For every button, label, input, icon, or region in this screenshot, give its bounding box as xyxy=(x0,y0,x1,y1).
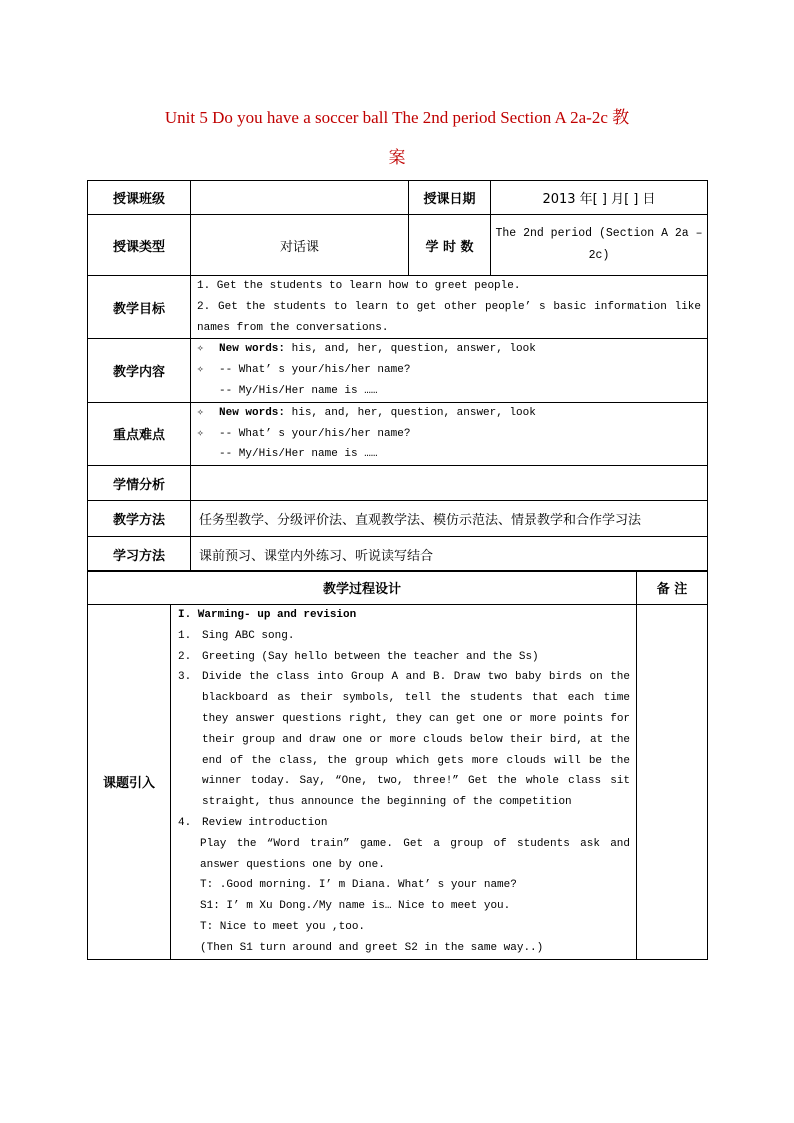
learning-value: 课前预习、课堂内外练习、听说读写结合 xyxy=(191,537,708,572)
type-label: 授课类型 xyxy=(88,215,191,276)
key-points-label: 重点难点 xyxy=(88,402,191,465)
process-body-row xyxy=(88,605,708,960)
dialogue-line: S1: I’ m Xu Dong./My name is… Nice to meet you. xyxy=(200,900,511,913)
dialogue-line: T: .Good morning. I’ m Diana. What’ s your name? xyxy=(200,879,517,892)
lesson-info-table xyxy=(87,180,708,572)
goals-value xyxy=(191,276,708,339)
process-step-2: 2. Greeting (Say hello between the teacher and the Ss) xyxy=(178,650,539,663)
content-line-3 xyxy=(197,381,701,402)
content-value xyxy=(191,339,708,402)
content-line-2 xyxy=(197,360,701,381)
row-goals xyxy=(88,276,708,339)
process-step-4: 4. Review introduction xyxy=(178,816,328,829)
analysis-label: 学情分析 xyxy=(88,466,191,501)
methods-label: 教学方法 xyxy=(88,501,191,537)
star-bullet-icon: ✧ xyxy=(197,364,204,377)
row-class-date xyxy=(88,181,708,215)
dialog-question: -- What’ s your/his/her name? xyxy=(219,364,411,377)
hours-value-line2: 2c) xyxy=(588,249,610,262)
star-bullet-icon: ✧ xyxy=(197,406,204,419)
document-title-line2: 案 xyxy=(388,148,406,167)
process-header: 教学过程设计 xyxy=(88,571,637,605)
process-step-1: 1. Sing ABC song. xyxy=(178,629,295,642)
sample-dialogue xyxy=(178,875,630,958)
process-step-3: 3. Divide the class into Group A and B. Draw two baby birds on the blackboard as their symbols, tell the students that each time they answer questions right, they can get one or more points for their group and draw one or more clouds below their bird, at the end of the class, the group which gets more clouds will be the winner today. Say, “One, two, three!” Get the whole class sit straight, thus announce the beginning of the competition xyxy=(178,671,631,809)
row-type-hours xyxy=(88,215,708,276)
row-analysis xyxy=(88,466,708,501)
content-label: 教学内容 xyxy=(88,339,191,402)
methods-value: 任务型教学、分级评价法、直观教学法、模仿示范法、情景教学和合作学习法 xyxy=(191,501,708,537)
document-title-line1: Unit 5 Do you have a soccer ball The 2nd period Section A 2a-2c 教 xyxy=(164,108,630,127)
process-table xyxy=(87,570,708,960)
new-words-label: New words: xyxy=(219,343,286,356)
row-methods xyxy=(88,501,708,537)
analysis-value xyxy=(191,466,708,501)
type-value: 对话课 xyxy=(191,215,409,276)
star-bullet-icon: ✧ xyxy=(197,343,204,356)
process-heading: I. Warming- up and revision xyxy=(178,609,357,621)
class-label: 授课班级 xyxy=(88,181,191,215)
date-value: 2013 年[ ] 月[ ] 日 xyxy=(491,181,708,215)
dialog-question: -- What’ s your/his/her name? xyxy=(219,427,411,440)
new-words-list: his, and, her, question, answer, look xyxy=(285,343,536,356)
dialogue-line: (Then S1 turn around and greet S2 in the same way..) xyxy=(200,941,544,954)
notes-header: 备 注 xyxy=(637,571,708,605)
goal-item-2: 2. Get the students to learn to get other people’ s basic information like names from the conversations. xyxy=(197,300,701,334)
date-label: 授课日期 xyxy=(409,181,491,215)
dialogue-line: T: Nice to meet you ,too. xyxy=(200,920,366,933)
key-line-1 xyxy=(197,403,701,424)
dialog-answer: -- My/His/Her name is …… xyxy=(219,384,378,397)
star-bullet-icon: ✧ xyxy=(197,427,204,440)
key-line-3 xyxy=(197,444,701,465)
notes-cell xyxy=(637,605,708,960)
process-content xyxy=(171,605,637,960)
class-value xyxy=(191,181,409,215)
learning-label: 学习方法 xyxy=(88,537,191,572)
intro-section-label: 课题引入 xyxy=(88,605,171,960)
row-learning xyxy=(88,537,708,572)
dialog-answer: -- My/His/Her name is …… xyxy=(219,448,378,461)
goal-item-1: 1. Get the students to learn how to greet people. xyxy=(197,280,521,292)
process-header-row xyxy=(88,571,708,605)
hours-value-line1: The 2nd period (Section A 2a – xyxy=(495,227,703,240)
hours-label: 学 时 数 xyxy=(409,215,491,276)
row-content xyxy=(88,339,708,402)
new-words-label: New words: xyxy=(219,406,286,419)
word-train-instructions: Play the “Word train” game. Get a group of students ask and answer questions one by one. xyxy=(200,837,631,871)
row-key-points xyxy=(88,402,708,465)
hours-value xyxy=(491,215,708,276)
key-points-value xyxy=(191,402,708,465)
new-words-list: his, and, her, question, answer, look xyxy=(285,406,536,419)
content-line-1 xyxy=(197,339,701,360)
goals-label: 教学目标 xyxy=(88,276,191,339)
key-line-2 xyxy=(197,424,701,445)
